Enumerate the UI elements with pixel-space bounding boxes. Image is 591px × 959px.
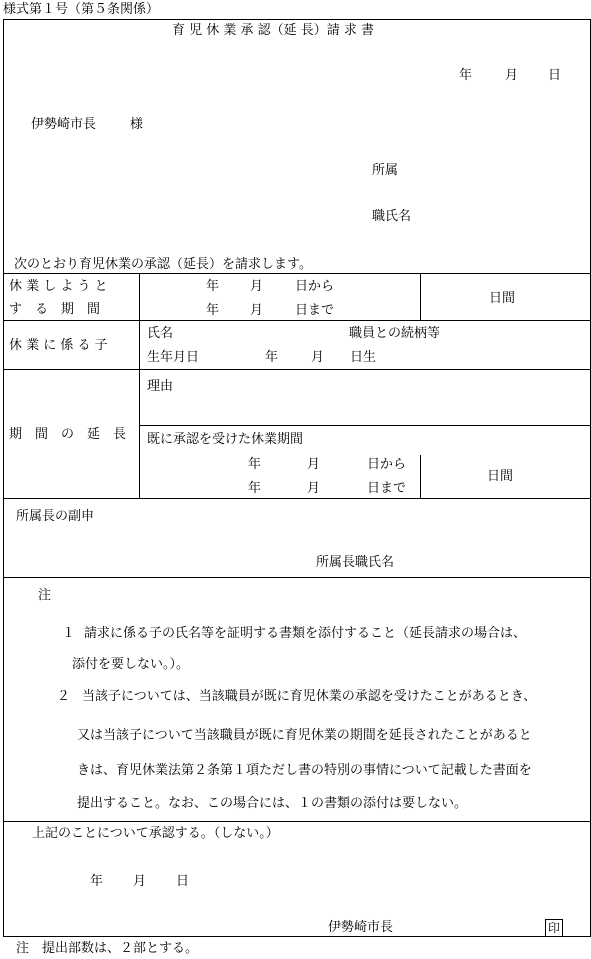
birth-suffix: 日生: [350, 350, 377, 365]
to-month: 月: [250, 303, 264, 318]
approval-day: 日: [176, 874, 190, 889]
ext-from-year: 年: [248, 457, 262, 472]
divider: [3, 273, 591, 274]
days-label: 日間: [489, 291, 516, 306]
divider: [3, 821, 591, 822]
addressee-name: 伊勢崎市長: [31, 117, 97, 132]
form-number: 様式第１号（第５条関係）: [3, 2, 160, 17]
ext-to-month: 月: [307, 481, 321, 496]
extension-label: 期 間 の 延 長: [9, 427, 127, 442]
note-text: 提出すること。なお、この場合には、１の書類の添付は要しない。: [77, 796, 468, 811]
reason-label: 理由: [147, 379, 174, 394]
birthdate-label: 生年月日: [147, 350, 200, 365]
ext-days-label: 日間: [487, 469, 514, 484]
date-day: 日: [548, 68, 562, 83]
approval-year: 年: [90, 874, 104, 889]
approved-period-label: 既に承認を受けた休業期間: [147, 432, 304, 447]
label-column-divider: [139, 273, 140, 498]
footer-note: 注 提出部数は、２部とする。: [16, 941, 199, 956]
divider: [139, 425, 591, 426]
note-text: 当該子については、当該職員が既に育児休業の承認を受けたことがあるとき、: [82, 689, 537, 704]
supervisor-opinion-label: 所属長の副申: [16, 509, 95, 524]
divider: [3, 320, 591, 321]
from-month: 月: [250, 279, 264, 294]
form-title: 育 児 休 業 承 認（延 長）請 求 書: [172, 23, 375, 38]
ext-to-suffix: 日まで: [367, 481, 407, 496]
from-suffix: 日から: [295, 279, 335, 294]
approval-month: 月: [133, 874, 147, 889]
approval-text: 上記のことについて承認する。（しない。）: [32, 826, 279, 841]
ext-from-month: 月: [307, 457, 321, 472]
intro-text: 次のとおり育児休業の承認（延長）を請求します。: [14, 257, 312, 272]
note-number: ２: [57, 689, 71, 704]
note-text: 添付を要しない。）。: [72, 657, 190, 672]
to-year: 年: [206, 303, 220, 318]
position-name-label: 職氏名: [372, 209, 412, 224]
ext-from-suffix: 日から: [367, 457, 407, 472]
days-column-divider: [420, 455, 421, 498]
relation-label: 職員との続柄等: [349, 326, 441, 341]
child-label: 休 業 に 係 る 子: [9, 338, 108, 353]
divider: [3, 498, 591, 499]
mayor-name: 伊勢崎市長: [328, 920, 394, 935]
note-number: １: [62, 626, 76, 641]
date-year: 年: [459, 68, 473, 83]
notes-heading: 注: [38, 588, 52, 603]
divider: [3, 369, 591, 370]
note-text: きは、育児休業法第２条第１項ただし書の特別の事情について記載した書面を: [77, 763, 532, 778]
child-name-label: 氏名: [147, 326, 174, 341]
affiliation-label: 所属: [372, 163, 399, 178]
seal-mark: 印: [545, 919, 563, 937]
note-text: 請求に係る子の氏名等を証明する書類を添付すること（延長請求の場合は、: [84, 626, 527, 641]
birth-month: 月: [311, 350, 325, 365]
birth-year: 年: [265, 350, 279, 365]
note-text: 又は当該子について当該職員が既に育児休業の期間を延長されたことがあると: [77, 728, 532, 743]
addressee-honorific: 様: [130, 117, 144, 132]
divider: [3, 577, 591, 578]
to-suffix: 日まで: [295, 303, 335, 318]
supervisor-name-label: 所属長職氏名: [316, 555, 395, 570]
ext-to-year: 年: [248, 481, 262, 496]
date-month: 月: [505, 68, 519, 83]
from-year: 年: [206, 279, 220, 294]
period-label: す る 期 間: [9, 302, 101, 317]
period-label: 休 業 し よ う と: [9, 279, 108, 294]
days-column-divider: [420, 273, 421, 320]
